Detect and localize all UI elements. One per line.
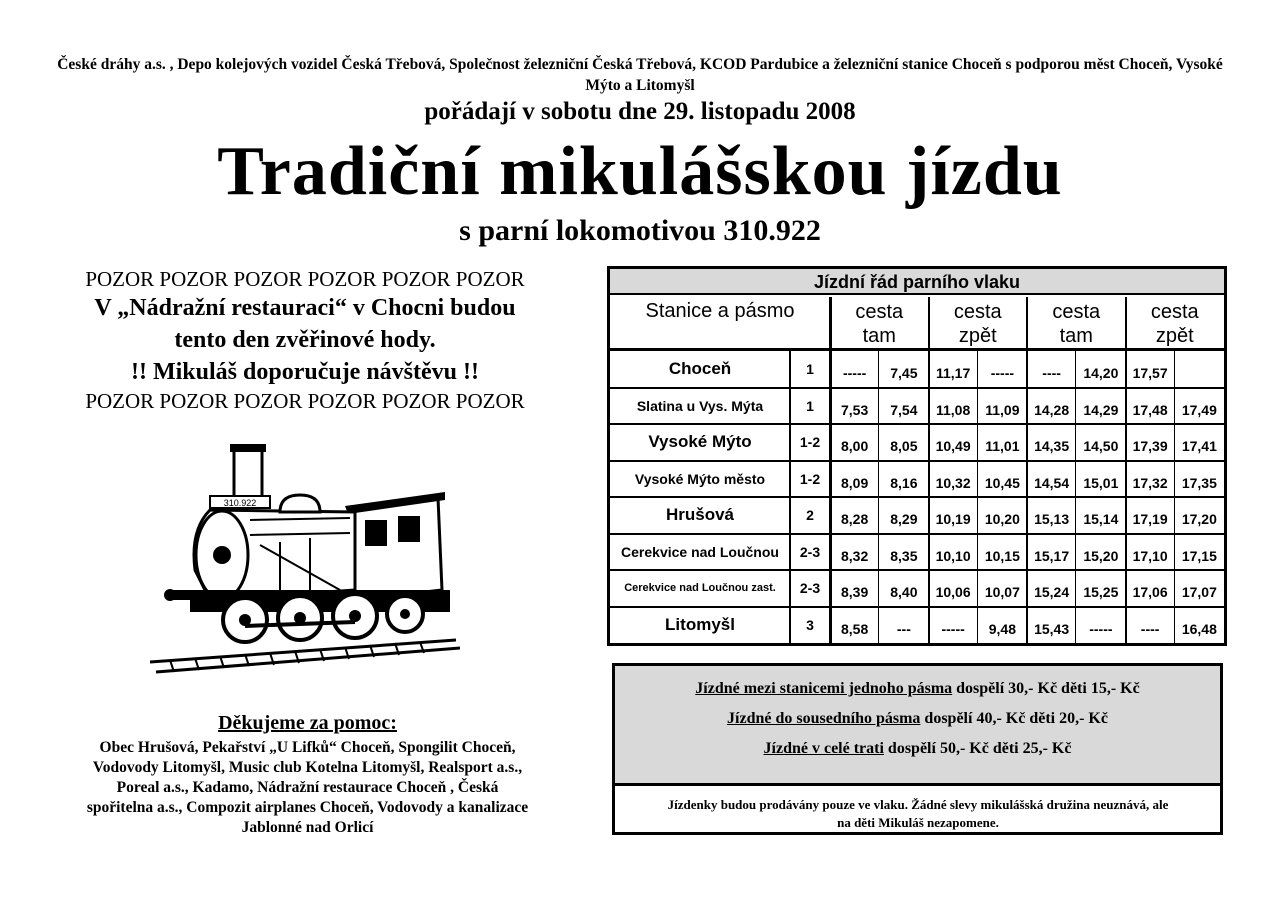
notice-line-3: !! Mikuláš doporučuje návštěvu !! [130,359,479,385]
time-cell: 8,16 [890,474,918,491]
steam-locomotive-illustration [150,440,460,680]
time-cell: 7,53 [841,401,869,418]
time-cell: 17,48 [1132,401,1168,418]
time-cell: 17,32 [1132,474,1168,491]
header-group-line1: cesta [1150,301,1199,323]
station-name: Vysoké Mýto [648,432,752,452]
header-group-line1: cesta [855,301,904,323]
time-cell: 17,41 [1181,438,1217,455]
time-cell: ----- [941,620,965,637]
time-cell: 15,24 [1034,584,1070,601]
page-title: Tradiční mikulášskou jízdu [217,133,1063,210]
time-cell: 16,48 [1181,620,1217,637]
time-cell: 8,28 [841,511,869,528]
station-name: Slatina u Vys. Mýta [636,397,764,414]
timetable [607,266,1227,646]
time-cell: 17,20 [1181,511,1217,528]
fare-adjacent-zone-price: dospělí 40,- Kč děti 20,- Kč [924,710,1108,727]
time-cell [1175,355,1224,392]
fares-box [612,663,1223,835]
sponsors-line-2: Vodovody Litomyšl, Music club Kotelna Litomyšl, Realsport a.s., [92,759,523,776]
time-cell: 10,32 [935,474,971,491]
date-line: pořádají v sobotu dne 29. listopadu 2008 [424,98,856,125]
time-cell: 17,57 [1132,365,1168,382]
time-cell: 8,40 [890,584,918,601]
fare-adjacent-zone-label: Jízdné do sousedního pásma [727,710,921,727]
pozor-bottom: POZOR POZOR POZOR POZOR POZOR POZOR [85,389,525,413]
time-cell: 15,20 [1083,547,1119,564]
notice-line-1: V „Nádražní restauraci“ v Chocni budou [94,295,516,321]
time-cell: 9,48 [988,620,1016,637]
time-cell: 15,01 [1083,474,1119,491]
ticket-note-line-1: Jízdenky budou prodávány pouze ve vlaku. Žádné slevy mikulášská družina neuznává, ale [667,797,1169,812]
time-cell: 17,15 [1181,547,1217,564]
time-cell: 17,06 [1132,584,1168,601]
header-group-line1: cesta [1052,301,1101,323]
time-cell: 17,10 [1132,547,1168,564]
time-cell: 8,29 [890,511,918,528]
restaurant-notice [30,266,580,414]
pozor-top: POZOR POZOR POZOR POZOR POZOR POZOR [85,267,525,291]
time-cell: ---- [1140,620,1160,637]
station-zone: 2-3 [799,580,821,597]
time-cell: 7,54 [890,401,918,418]
time-cell: 14,29 [1083,401,1119,418]
station-name: Cerekvice nad Loučnou [621,543,779,560]
station-zone: 1-2 [799,434,821,451]
header-group-line2: zpět [958,325,997,347]
fare-whole-line-price: dospělí 50,- Kč děti 25,- Kč [887,740,1072,757]
time-cell: 10,15 [984,547,1020,564]
time-cell: ----- [990,365,1015,382]
time-cell: 17,35 [1181,474,1217,491]
fares-panel [615,666,1220,786]
sponsors-line-3: Poreal a.s., Kadamo, Nádražní restaurace Choceň , Česká [116,779,499,796]
time-cell: 11,09 [985,401,1020,418]
header-group-line2: tam [1059,325,1093,347]
time-cell: 10,45 [984,474,1020,491]
time-cell: 14,28 [1034,401,1070,418]
time-cell: 14,20 [1083,365,1119,382]
station-zone: 2-3 [799,543,821,560]
fare-one-zone-label: Jízdné mezi stanicemi jednoho pásma [695,680,953,697]
notice-line-2: tento den zvěřinové hody. [174,327,436,353]
station-zone: 1-2 [799,470,821,487]
timetable-title: Jízdní řád parního vlaku [610,269,1224,295]
ticket-note [623,796,1213,832]
time-cell: ----- [842,365,867,382]
station-zone: 1 [806,397,814,414]
time-cell: 11,17 [935,365,971,382]
time-cell: 8,00 [841,438,869,455]
time-cell: 14,50 [1083,438,1119,455]
time-cell: 17,49 [1181,401,1217,418]
time-cell: 8,05 [890,438,918,455]
time-cell: 15,13 [1034,511,1070,528]
station-name: Hrušová [665,505,735,525]
station-zone: 1 [806,361,814,378]
header-group-line2: zpět [1155,325,1194,347]
time-cell: 15,14 [1083,511,1119,528]
time-cell: 15,17 [1034,547,1070,564]
header-group-line1: cesta [953,301,1002,323]
time-cell: 15,25 [1083,584,1119,601]
timetable-header-group-4 [1126,297,1225,349]
time-cell: 8,32 [841,547,869,564]
time-cell: 8,39 [841,584,869,601]
time-cell: ----- [1089,620,1113,637]
time-cell: 17,07 [1181,584,1217,601]
time-cell: 10,20 [984,511,1020,528]
ticket-note-line-2: na děti Mikuláš nezapomene. [837,815,999,830]
sponsors-line-1: Obec Hrušová, Pekařství „U Lifků“ Choceň, Spongilit Choceň, [99,739,516,756]
time-cell: 8,35 [890,547,918,564]
station-zone: 3 [806,616,814,633]
time-cell: 10,07 [984,584,1020,601]
station-name: Vysoké Mýto město [634,470,766,487]
station-zone: 2 [806,507,814,524]
time-cell: 15,43 [1034,620,1070,637]
time-cell: 11,08 [935,401,971,418]
sponsors-line-4: spořitelna a.s., Compozit airplanes Choceň, Vodovody a kanalizace [86,799,529,816]
time-cell: 10,49 [935,438,971,455]
time-cell: 8,09 [841,474,869,491]
organizers-text: České dráhy a.s. , Depo kolejových vozidel Česká Třebová, Společnost železniční Česká Třebová, KCOD Pardubice a železniční stanice Choceň s podporou měst Choceň, Vysoké Mýto a Litomyšl [57,56,1223,94]
time-cell: 10,19 [935,511,971,528]
thanks-title: Děkujeme za pomoc: [218,712,397,734]
page-subtitle: s parní lokomotivou 310.922 [459,214,821,247]
timetable-header-group-3 [1027,297,1126,349]
time-cell: 10,10 [935,547,971,564]
station-name: Cerekvice nad Loučnou zast. [624,582,776,595]
thanks-section [30,710,585,838]
time-cell: ---- [1042,365,1061,382]
timetable-header-station: Stanice a pásmo [645,300,795,322]
sponsors-list [30,738,585,838]
station-name: Choceň [668,359,732,379]
fare-adjacent-zone [615,710,1220,728]
time-cell: 8,58 [841,620,869,637]
time-cell: 17,39 [1132,438,1168,455]
fare-whole-line [615,740,1220,758]
fare-one-zone-price: dospělí 30,- Kč děti 15,- Kč [956,680,1140,697]
fare-one-zone [615,680,1220,698]
timetable-header-group-2 [929,297,1028,349]
time-cell: --- [896,620,911,637]
time-cell: 11,01 [985,438,1020,455]
time-cell: 10,06 [935,584,971,601]
timetable-header-group-1 [830,297,929,349]
header-group-line2: tam [862,325,896,347]
station-name: Litomyšl [665,614,735,634]
time-cell: 14,35 [1034,438,1070,455]
locomotive-number-plate: 310.922 [223,498,257,508]
time-cell: 17,19 [1132,511,1168,528]
time-cell: 14,54 [1034,474,1070,491]
fare-whole-line-label: Jízdné v celé trati [763,740,884,757]
time-cell: 7,45 [890,365,918,382]
sponsors-line-5: Jablonné nad Orlicí [241,819,374,836]
